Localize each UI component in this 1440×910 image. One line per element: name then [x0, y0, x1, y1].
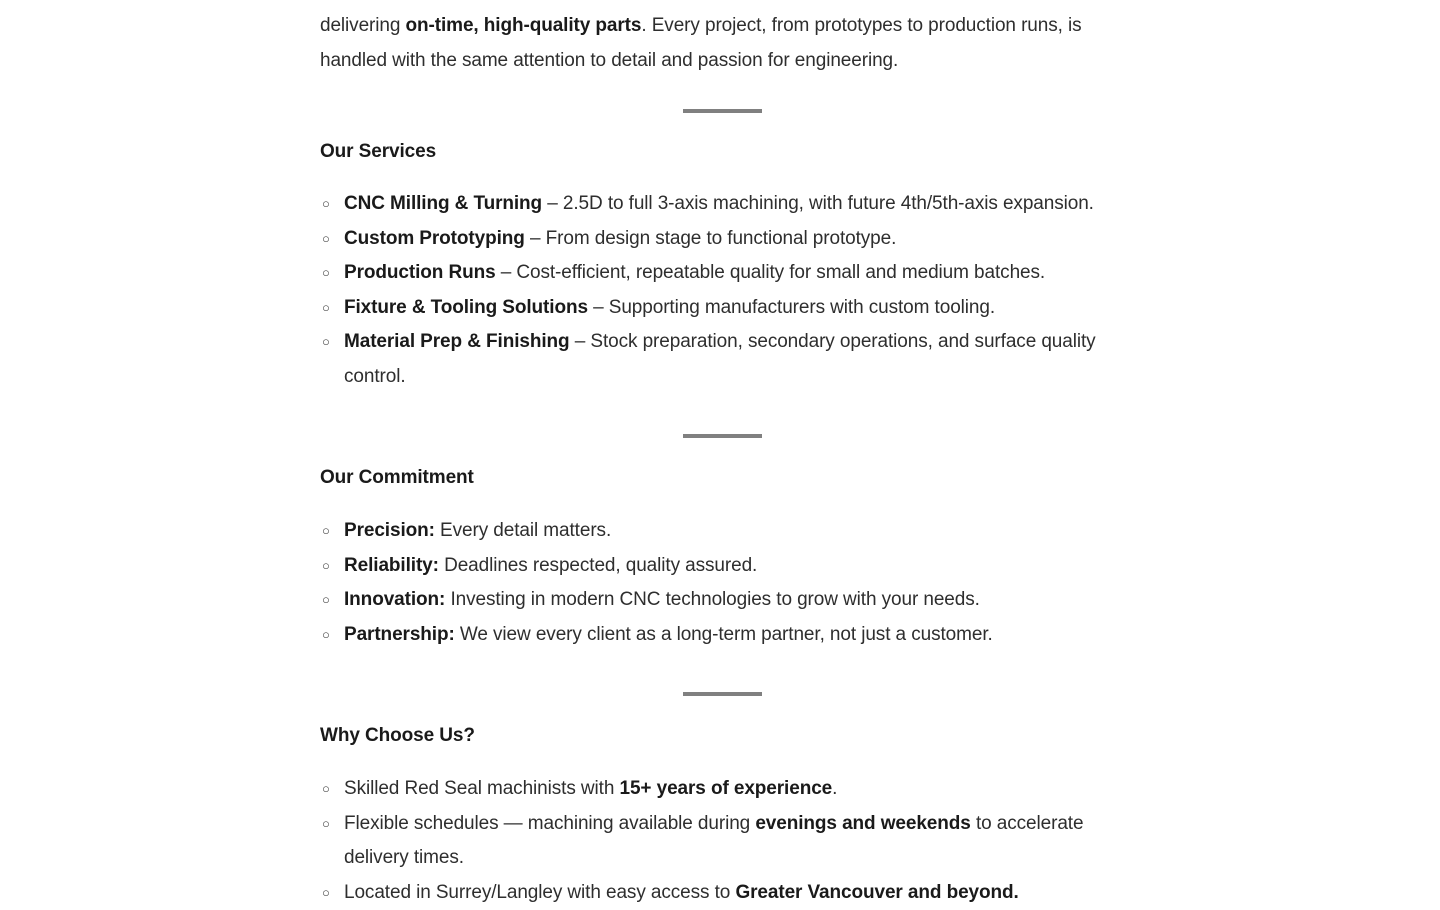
- intro-paragraph: [320, 0, 1125, 78]
- divider-bar: [683, 434, 762, 438]
- list-item: [320, 222, 1125, 257]
- list-item-rest: Deadlines respected, quality assured.: [439, 555, 757, 576]
- bullet-circle-icon: ○: [322, 876, 330, 910]
- list-item: [320, 256, 1125, 291]
- bullet-circle-icon: ○: [322, 291, 330, 326]
- list-item-lead: Custom Prototyping: [344, 228, 525, 249]
- list-item-post: to accelerate delivery times.: [344, 813, 1083, 869]
- list-item-rest: – Cost-efficient, repeatable quality for small and medium batches.: [496, 262, 1046, 283]
- section-heading-why-choose-us: Why Choose Us?: [320, 725, 1125, 747]
- list-item: [320, 618, 1125, 653]
- list-item: [320, 325, 1125, 394]
- list-item-lead: Production Runs: [344, 262, 496, 283]
- why-choose-us-list: [320, 772, 1125, 910]
- divider-bar: [683, 692, 762, 696]
- list-item-bold: 15+ years of experience: [620, 778, 833, 799]
- section-divider-2: [320, 434, 1125, 438]
- bullet-circle-icon: ○: [322, 325, 330, 360]
- list-item-lead: Partnership:: [344, 624, 455, 645]
- list-item-lead: Material Prep & Finishing: [344, 331, 570, 352]
- intro-text-before: delivering: [320, 15, 406, 36]
- list-item: [320, 876, 1125, 910]
- list-item: [320, 291, 1125, 326]
- section-heading-services: Our Services: [320, 141, 1125, 163]
- bullet-circle-icon: ○: [322, 256, 330, 291]
- list-item-post: .: [832, 778, 837, 799]
- commitment-list: [320, 514, 1125, 652]
- list-item-lead: Reliability:: [344, 555, 439, 576]
- list-item-rest: We view every client as a long-term partner, not just a customer.: [455, 624, 993, 645]
- list-item-bold: evenings and weekends: [755, 813, 970, 834]
- list-item-lead: Innovation:: [344, 589, 445, 610]
- intro-text-after: . Every project, from prototypes to production runs, is handled with the same attention to detail and passion for engineering.: [320, 15, 1082, 71]
- list-item-rest: Every detail matters.: [435, 520, 611, 541]
- list-item-lead: Precision:: [344, 520, 435, 541]
- list-item-rest: – Stock preparation, secondary operations, and surface quality control.: [344, 331, 1096, 387]
- bullet-circle-icon: ○: [322, 772, 330, 807]
- services-list: [320, 187, 1125, 394]
- section-divider-1: [320, 109, 1125, 113]
- list-item-rest: – From design stage to functional prototype.: [525, 228, 897, 249]
- section-heading-commitment: Our Commitment: [320, 467, 1125, 489]
- bullet-circle-icon: ○: [322, 807, 330, 842]
- content-column: [320, 0, 1125, 910]
- list-item-pre: Flexible schedules — machining available during: [344, 813, 755, 834]
- list-item: [320, 583, 1125, 618]
- list-item: [320, 807, 1125, 876]
- list-item: [320, 772, 1125, 807]
- list-item-rest: Investing in modern CNC technologies to grow with your needs.: [445, 589, 980, 610]
- bullet-circle-icon: ○: [322, 514, 330, 549]
- bullet-circle-icon: ○: [322, 222, 330, 257]
- bullet-circle-icon: ○: [322, 187, 330, 222]
- list-item-bold: Greater Vancouver and beyond.: [735, 882, 1018, 903]
- section-divider-3: [320, 692, 1125, 696]
- list-item-lead: Fixture & Tooling Solutions: [344, 297, 588, 318]
- list-item: [320, 514, 1125, 549]
- list-item: [320, 549, 1125, 584]
- bullet-circle-icon: ○: [322, 583, 330, 618]
- list-item-rest: – 2.5D to full 3-axis machining, with future 4th/5th-axis expansion.: [542, 193, 1094, 214]
- list-item-pre: Located in Surrey/Langley with easy access to: [344, 882, 735, 903]
- list-item-rest: – Supporting manufacturers with custom tooling.: [588, 297, 995, 318]
- list-item: [320, 187, 1125, 222]
- intro-bold-phrase: on-time, high-quality parts: [406, 15, 642, 36]
- divider-bar: [683, 109, 762, 113]
- list-item-pre: Skilled Red Seal machinists with: [344, 778, 620, 799]
- list-item-lead: CNC Milling & Turning: [344, 193, 542, 214]
- bullet-circle-icon: ○: [322, 549, 330, 584]
- bullet-circle-icon: ○: [322, 618, 330, 653]
